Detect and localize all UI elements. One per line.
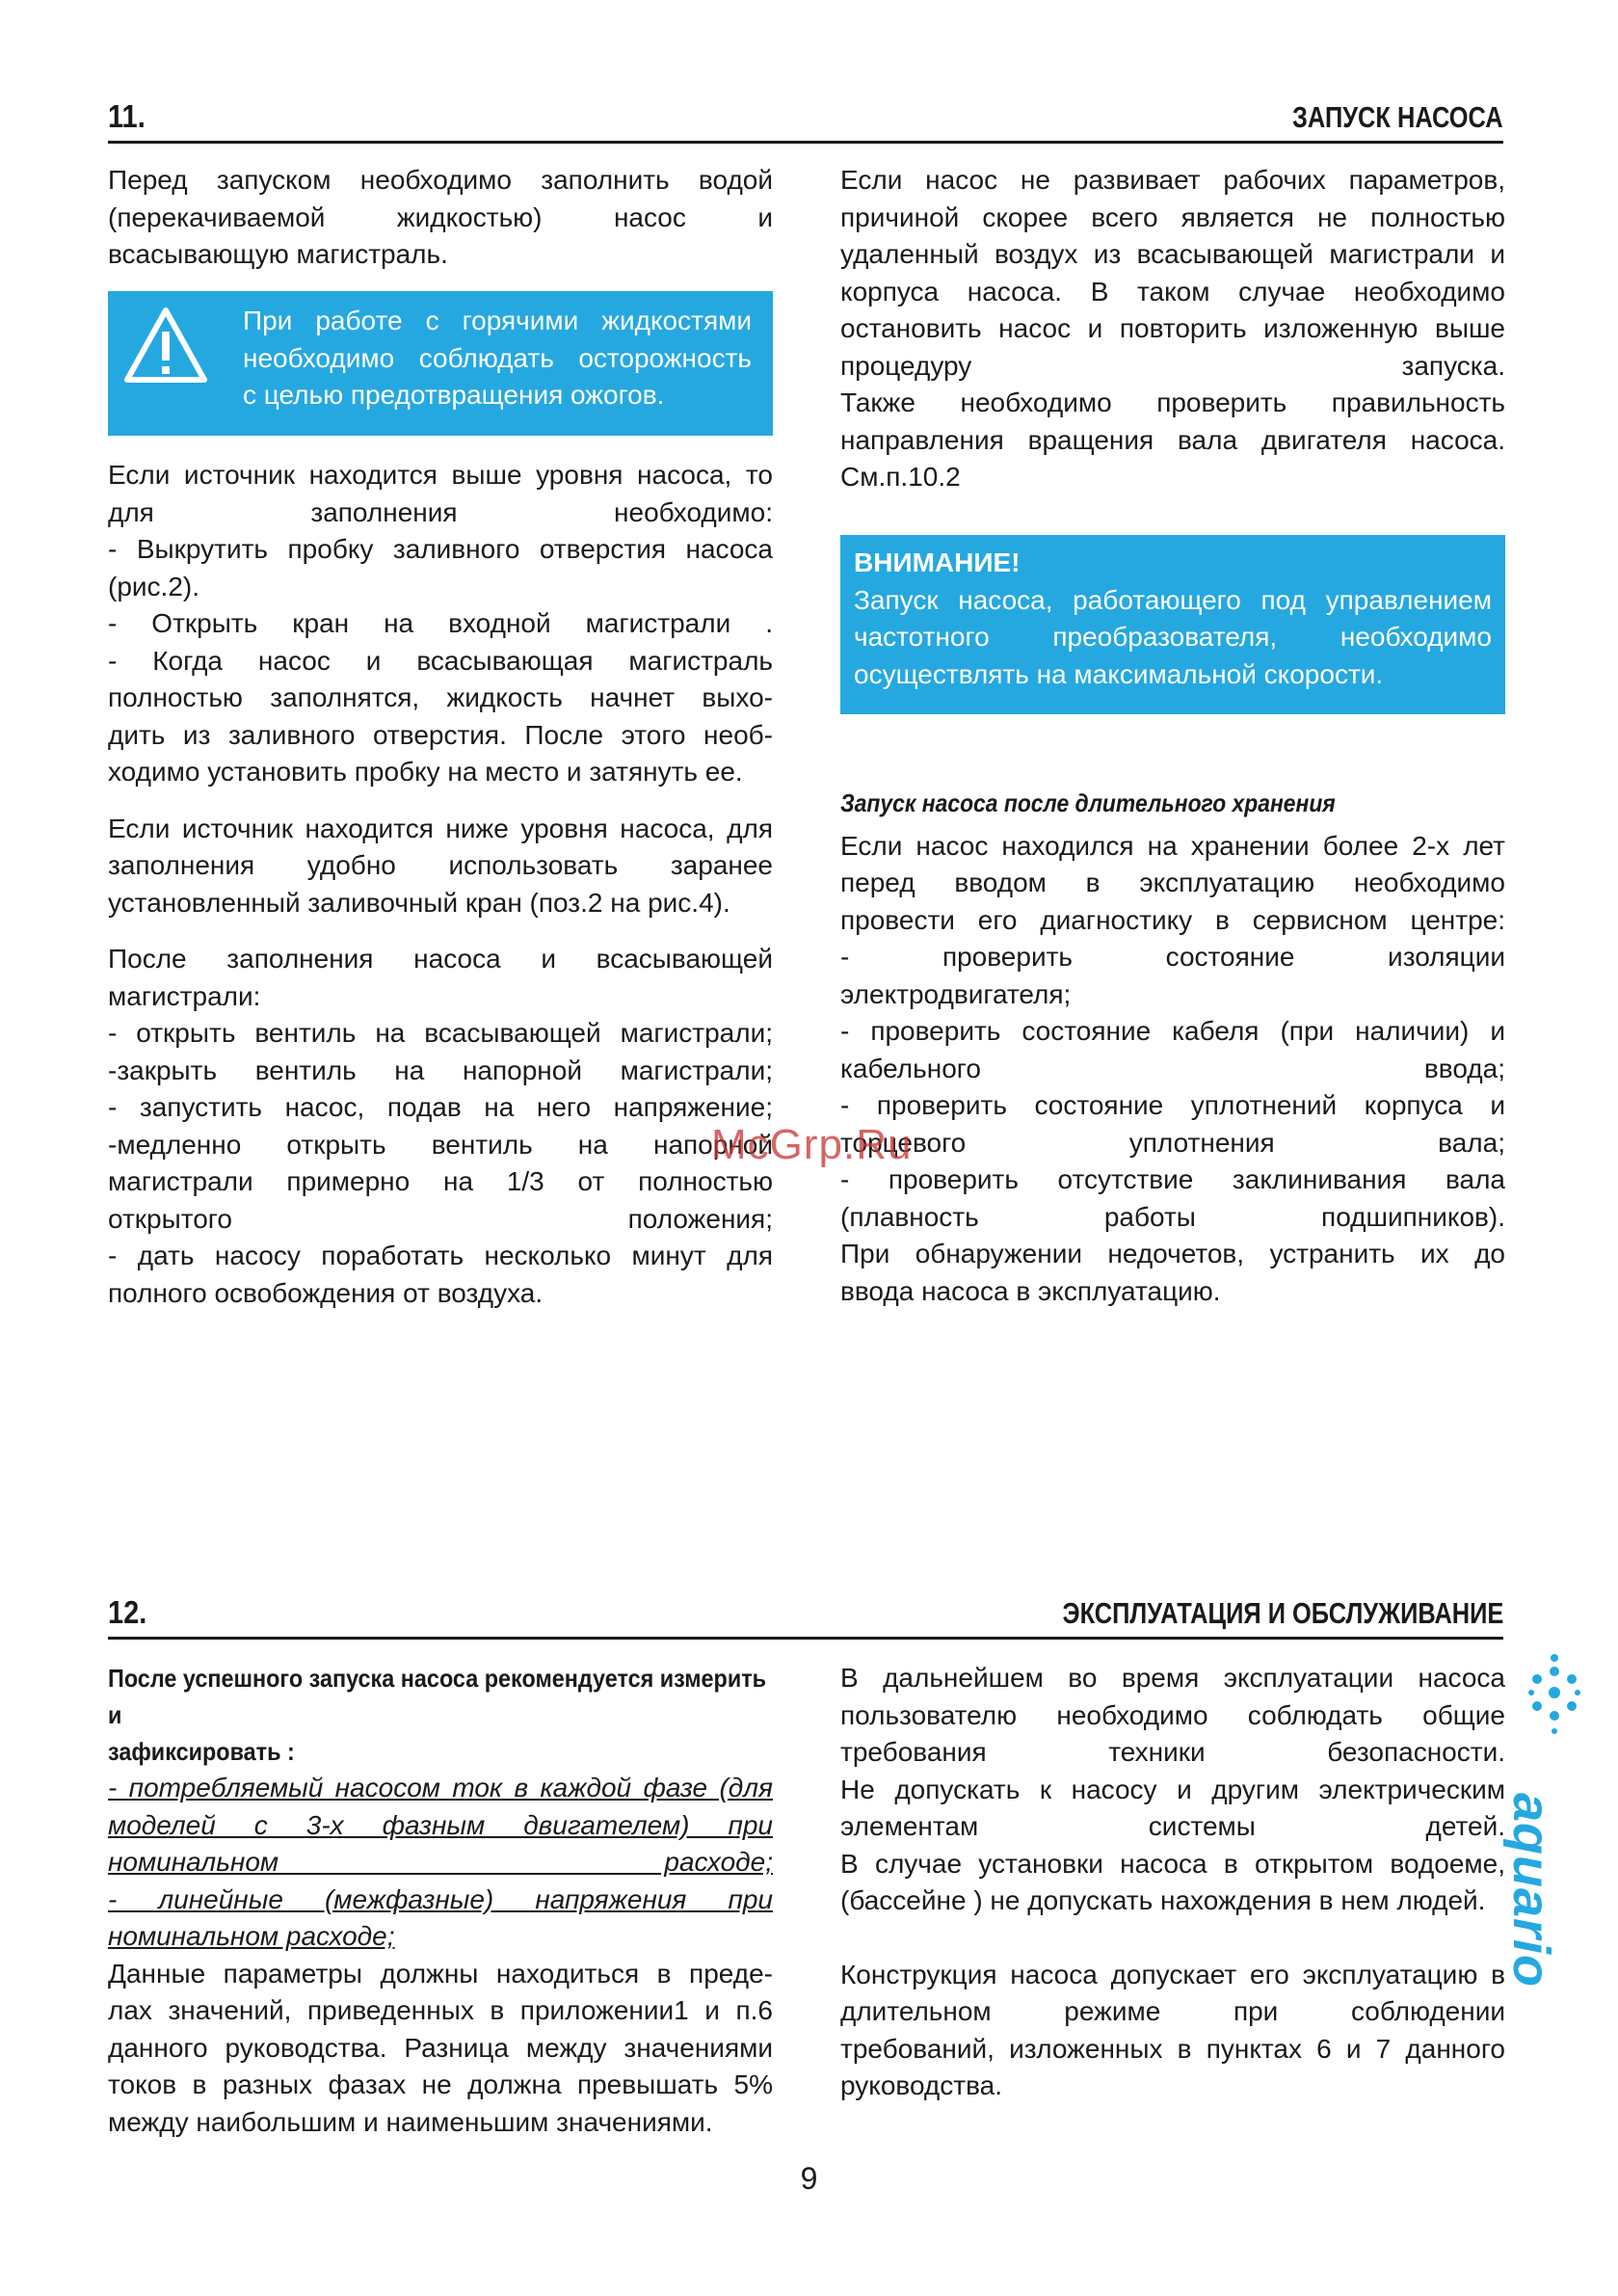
text-line: открытого положения; (108, 1203, 773, 1234)
paragraph-safety (840, 1660, 1505, 1920)
paragraph-parameters (108, 1956, 773, 2142)
text-line: требования техники безопасности. (840, 1737, 1505, 1767)
paragraph-source-below (108, 811, 773, 922)
warning-triangle-icon (123, 307, 208, 384)
section-number: 12. (108, 1594, 147, 1630)
paragraph-source-above (108, 457, 773, 791)
measurement-intro (108, 1660, 773, 1770)
text-line: длительном режиме при соблюдении (840, 1996, 1505, 2026)
section-12-right-column (840, 1660, 1505, 2105)
text-line: В случае установки насоса в открытом водоеме, (840, 1848, 1505, 1879)
text-line: - проверить состояние изоляции (840, 942, 1505, 972)
text-line: После заполнения насоса и всасывающей (108, 944, 773, 974)
text-line: ходимо установить пробку на место и затянуть ее. (108, 757, 743, 787)
text-line: - открыть вентиль на всасывающей магистрали; (108, 1018, 773, 1048)
text-line: торцевого уплотнения вала; (840, 1127, 1505, 1158)
text-line: При работе с горячими жидкостями (243, 306, 752, 335)
text-line: осуществлять на максимальной скорости. (854, 658, 1384, 689)
text-line: причиной скорее всего является не полностью (840, 201, 1505, 232)
text-line: магистрали: (108, 980, 261, 1011)
text-line: дить из заливного отверстия. После этого необ- (108, 719, 773, 750)
text-line: с целью предотвращения ожогов. (243, 380, 665, 410)
text-line: -закрыть вентиль на напорной магистрали; (108, 1055, 773, 1085)
text-line: (перекачиваемой жидкостью) насос и (108, 201, 773, 232)
text-line: номинальном расходе; (108, 1847, 773, 1877)
text-line: необходимо соблюдать осторожность (243, 342, 752, 373)
text-line: Конструкция насоса допускает его эксплуатацию в (840, 1959, 1505, 1989)
paragraph-long-term (840, 1957, 1505, 2105)
text-line: - проверить отсутствие заклинивания вала (840, 1164, 1505, 1194)
text-line: между наибольшим и наименьшим значениями. (108, 2106, 713, 2137)
text-line: (плавность работы подшипников). (840, 1201, 1505, 1232)
text-line: всасывающую магистраль. (108, 239, 448, 269)
text-line: -медленно открыть вентиль на напорной (108, 1129, 773, 1160)
text-line: кабельного ввода; (840, 1053, 1505, 1083)
text-line: После успешного запуска насоса рекомендуется измерить и (108, 1664, 767, 1729)
text-line: остановить насос и повторить изложенную выше (840, 313, 1505, 343)
attention-content (854, 545, 1492, 693)
text-line: токов в разных фазах не должна превышать 5% (108, 2069, 773, 2099)
text-line: - потребляемый насосом ток в каждой фазе (для (108, 1773, 773, 1802)
watermark-text: McGrp.Ru (711, 1121, 913, 1168)
section-12-header (108, 1592, 1503, 1640)
text-line: - проверить состояние кабеля (при наличии) и (840, 1016, 1505, 1046)
text-line: Перед запуском необходимо заполнить водой (108, 165, 773, 195)
aquario-logo-icon (1527, 1650, 1581, 1795)
text-line: Если насос не развивает рабочих параметров, (840, 165, 1505, 195)
section-12-left-column (108, 1660, 773, 2141)
text-line: - Выкрутить пробку заливного отверстия насоса (108, 534, 773, 564)
text-line: При обнаружении недочетов, устранить их до (840, 1239, 1505, 1268)
text-line: данного руководства. Разница между значениями (108, 2032, 773, 2063)
text-line: номинальном расходе; (108, 1921, 395, 1951)
text-line: установленный заливочный кран (поз.2 на рис.4). (108, 887, 730, 918)
text-line: перед вводом в эксплуатацию необходимо (840, 868, 1505, 897)
text-line: Если источник находится ниже уровня насоса, для (108, 813, 773, 843)
text-line: пользователю необходимо соблюдать общие (840, 1699, 1505, 1730)
paragraph-after-filling (108, 941, 773, 1312)
paragraph-fill-intro (108, 162, 773, 274)
text-line: - запустить насос, подав на него напряжение; (108, 1092, 773, 1122)
hot-liquid-warning-box (108, 291, 773, 436)
text-line: провести его диагностику в сервисном центре: (840, 904, 1505, 935)
text-line: направления вращения вала двигателя насоса. (840, 424, 1505, 455)
text-line: Если источник находится выше уровня насоса, то (108, 460, 773, 490)
text-line: удаленный воздух из всасывающей магистрали и (840, 239, 1505, 269)
text-line: Если насос находился на хранении более 2-х лет (840, 830, 1505, 861)
attention-box (840, 535, 1505, 714)
text-line: заполнения удобно использовать заранее (108, 850, 773, 880)
text-line: для заполнения необходимо: (108, 496, 773, 527)
text-line: магистрали примерно на 1/3 от полностью (108, 1166, 773, 1196)
text-line: требований, изложенных в пунктах 6 и 7 данного (840, 2033, 1505, 2064)
section-title: ЗАПУСК НАСОСА (1292, 100, 1503, 134)
aquario-logo-text: aquario (1502, 1793, 1560, 1989)
text-line: электродвигателя; (840, 978, 1072, 1009)
text-line: процедуру запуска. (840, 350, 1505, 381)
text-line: - Открыть кран на входной магистрали . (108, 608, 773, 638)
text-line: (рис.2). (108, 571, 199, 601)
warning-text (243, 303, 752, 414)
text-line: корпуса насоса. В таком случае необходимо (840, 276, 1505, 307)
text-line: (бассейне ) не допускать нахождения в нем людей. (840, 1885, 1486, 1915)
paragraph-troubleshoot (840, 162, 1505, 496)
text-line: - дать насосу поработать несколько минут для (108, 1241, 773, 1270)
text-line: руководства. (840, 2070, 1002, 2100)
text-line: Также необходимо проверить правильность (840, 387, 1505, 417)
section-title: ЭКСПЛУАТАЦИЯ И ОБСЛУЖИВАНИЕ (1062, 1596, 1503, 1630)
text-line: - линейные (межфазные) напряжения при (108, 1883, 773, 1914)
text-line: В дальнейшем во время эксплуатации насоса (840, 1663, 1505, 1693)
text-line: полного освобождения от воздуха. (108, 1277, 544, 1308)
text-line: Запуск насоса, работающего под управлением (854, 584, 1492, 615)
text-line: частотного преобразователя, необходимо (854, 622, 1492, 652)
text-line: - Когда насос и всасывающая магистраль (108, 645, 773, 676)
text-line: Данные параметры должны находиться в преде- (108, 1958, 773, 1989)
text-line: См.п.10.2 (840, 462, 961, 492)
section-11-right-column (840, 162, 1505, 496)
section-11-header (108, 96, 1503, 144)
text-line: элементам системы детей. (840, 1811, 1505, 1841)
storage-heading: Запуск насоса после длительного хранения (840, 788, 1336, 817)
text-line: лах значений, приведенных в приложении1 и п.6 (108, 1995, 773, 2025)
paragraph-storage (840, 828, 1505, 1311)
section-11-left-column-lower (108, 457, 773, 1312)
section-11-right-column-lower (840, 785, 1505, 1310)
text-line: Не допускать к насосу и другим электрическим (840, 1774, 1505, 1804)
attention-title: ВНИМАНИЕ! (854, 547, 1021, 577)
section-11-left-column (108, 162, 773, 274)
text-line: зафиксировать : (108, 1737, 295, 1766)
text-line: полностью заполнятся, жидкость начнет выхо- (108, 682, 773, 712)
text-line: ввода насоса в эксплуатацию. (840, 1275, 1221, 1306)
section-number: 11. (108, 98, 146, 134)
measurement-list (108, 1770, 773, 1956)
text-line: моделей с 3-х фазным двигателем) при (108, 1809, 773, 1840)
page-number: 9 (800, 2161, 818, 2196)
text-line: - проверить состояние уплотнений корпуса и (840, 1090, 1505, 1120)
